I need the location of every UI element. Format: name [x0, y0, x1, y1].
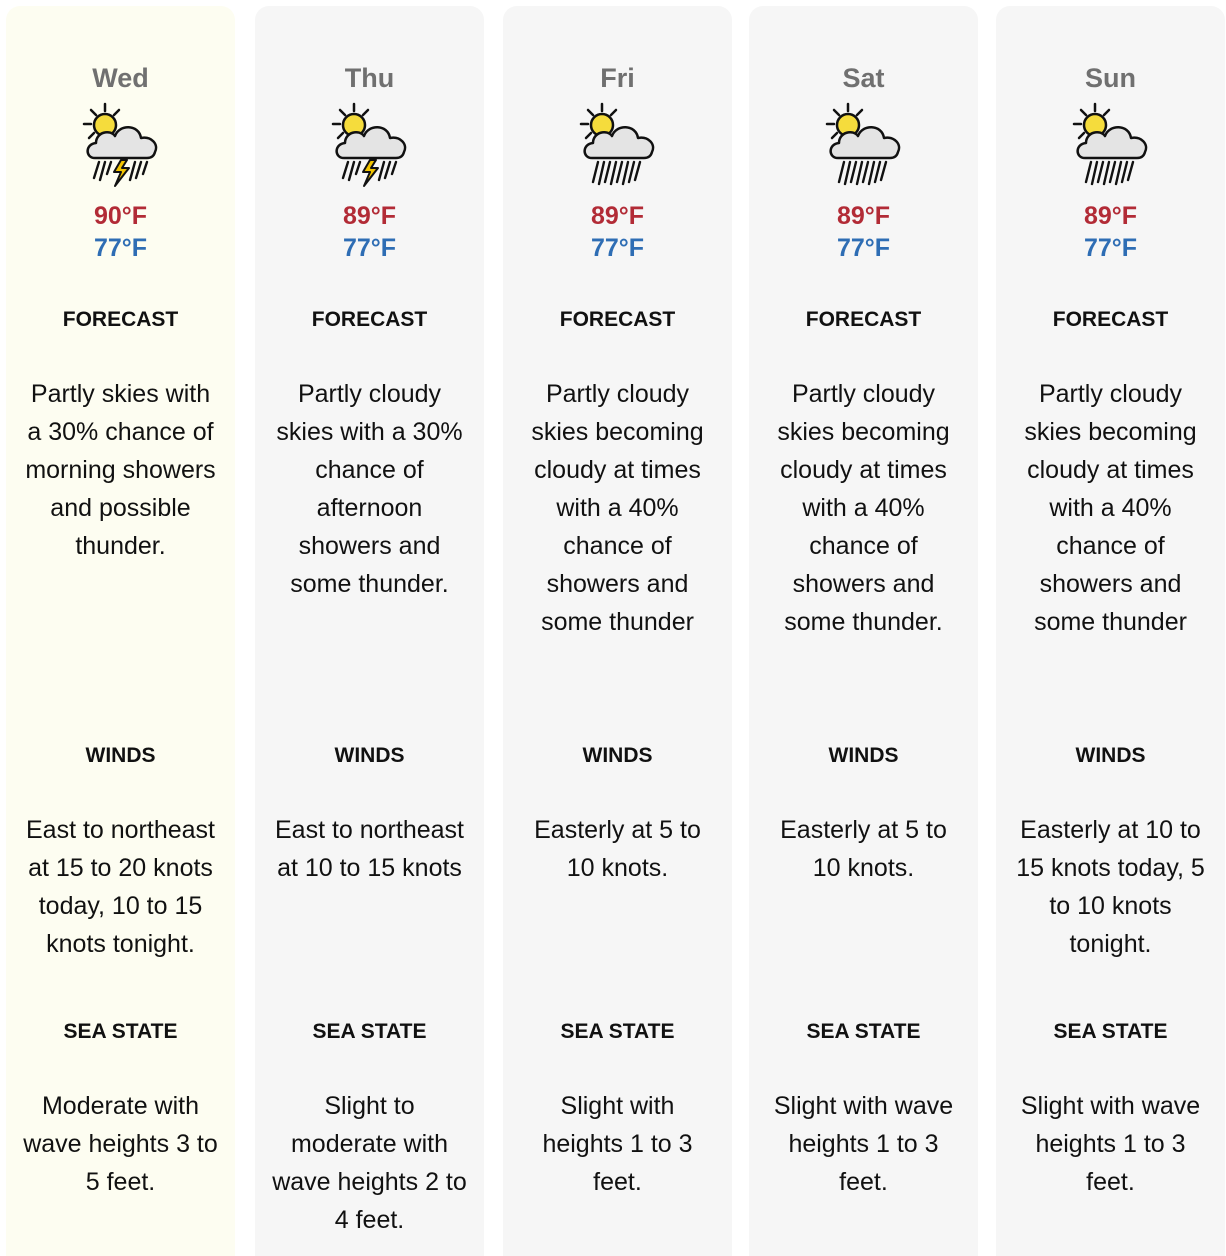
- forecast-heading: FORECAST: [559, 308, 676, 331]
- low-temperature: 77°F: [590, 234, 645, 262]
- forecast-heading: FORECAST: [805, 308, 922, 331]
- winds-heading: WINDS: [85, 744, 156, 767]
- sea-state-text: Slight with wave heights 1 to 3 feet.: [773, 1092, 954, 1196]
- day-card-fri: [503, 6, 732, 1256]
- day-card-sun: [996, 6, 1225, 1256]
- low-temperature: 77°F: [836, 234, 891, 262]
- low-temperature: 77°F: [93, 234, 148, 262]
- day-card-sat: [749, 6, 978, 1256]
- high-temperature: 90°F: [93, 202, 148, 230]
- forecast-text: Partly cloudy skies becoming cloudy at times with a 40% chance of showers and some thunder: [1024, 380, 1197, 636]
- day-name: Sun: [1085, 63, 1136, 93]
- day-name: Wed: [92, 63, 149, 93]
- high-temperature: 89°F: [342, 202, 397, 230]
- day-name: Fri: [600, 63, 635, 93]
- day-card-thu: [255, 6, 484, 1256]
- sea-state-text: Slight to moderate with wave heights 2 to 4 feet.: [272, 1092, 467, 1234]
- high-temperature: 89°F: [836, 202, 891, 230]
- sea-state-text: Slight with heights 1 to 3 feet.: [542, 1092, 693, 1196]
- partly-cloudy-thunderstorm-icon: [330, 102, 410, 188]
- sea-state-text: Slight with wave heights 1 to 3 feet.: [1020, 1092, 1201, 1196]
- sea-state-heading: SEA STATE: [1053, 1020, 1168, 1043]
- partly-cloudy-rain-icon: [824, 102, 904, 188]
- winds-text: Easterly at 5 to 10 knots.: [534, 816, 701, 882]
- forecast-heading: FORECAST: [1052, 308, 1169, 331]
- winds-text: Easterly at 10 to 15 knots today, 5 to 10 knots tonight.: [1016, 816, 1205, 958]
- winds-heading: WINDS: [582, 744, 653, 767]
- forecast-text: Partly cloudy skies becoming cloudy at times with a 40% chance of showers and some thunder: [531, 380, 704, 636]
- forecast-text: Partly skies with a 30% chance of morning showers and possible thunder.: [25, 380, 216, 560]
- high-temperature: 89°F: [590, 202, 645, 230]
- winds-heading: WINDS: [1075, 744, 1146, 767]
- high-temperature: 89°F: [1083, 202, 1138, 230]
- sea-state-heading: SEA STATE: [806, 1020, 921, 1043]
- partly-cloudy-thunderstorm-icon: [81, 102, 161, 188]
- day-name: Thu: [344, 63, 395, 93]
- forecast-heading: FORECAST: [311, 308, 428, 331]
- sea-state-heading: SEA STATE: [63, 1020, 178, 1043]
- winds-heading: WINDS: [334, 744, 405, 767]
- sea-state-heading: SEA STATE: [312, 1020, 427, 1043]
- low-temperature: 77°F: [342, 234, 397, 262]
- low-temperature: 77°F: [1083, 234, 1138, 262]
- day-card-wed: [6, 6, 235, 1256]
- forecast-heading: FORECAST: [62, 308, 179, 331]
- day-name: Sat: [842, 63, 885, 93]
- winds-text: East to northeast at 15 to 20 knots today, 10 to 15 knots tonight.: [25, 816, 215, 958]
- sea-state-text: Moderate with wave heights 3 to 5 feet.: [23, 1092, 218, 1196]
- forecast-text: Partly cloudy skies with a 30% chance of afternoon showers and some thunder.: [276, 380, 463, 598]
- forecast-text: Partly cloudy skies becoming cloudy at times with a 40% chance of showers and some thunder.: [777, 380, 950, 636]
- winds-text: East to northeast at 10 to 15 knots: [274, 816, 464, 882]
- winds-text: Easterly at 5 to 10 knots.: [780, 816, 947, 882]
- partly-cloudy-rain-icon: [578, 102, 658, 188]
- winds-heading: WINDS: [828, 744, 899, 767]
- partly-cloudy-rain-icon: [1071, 102, 1151, 188]
- sea-state-heading: SEA STATE: [560, 1020, 675, 1043]
